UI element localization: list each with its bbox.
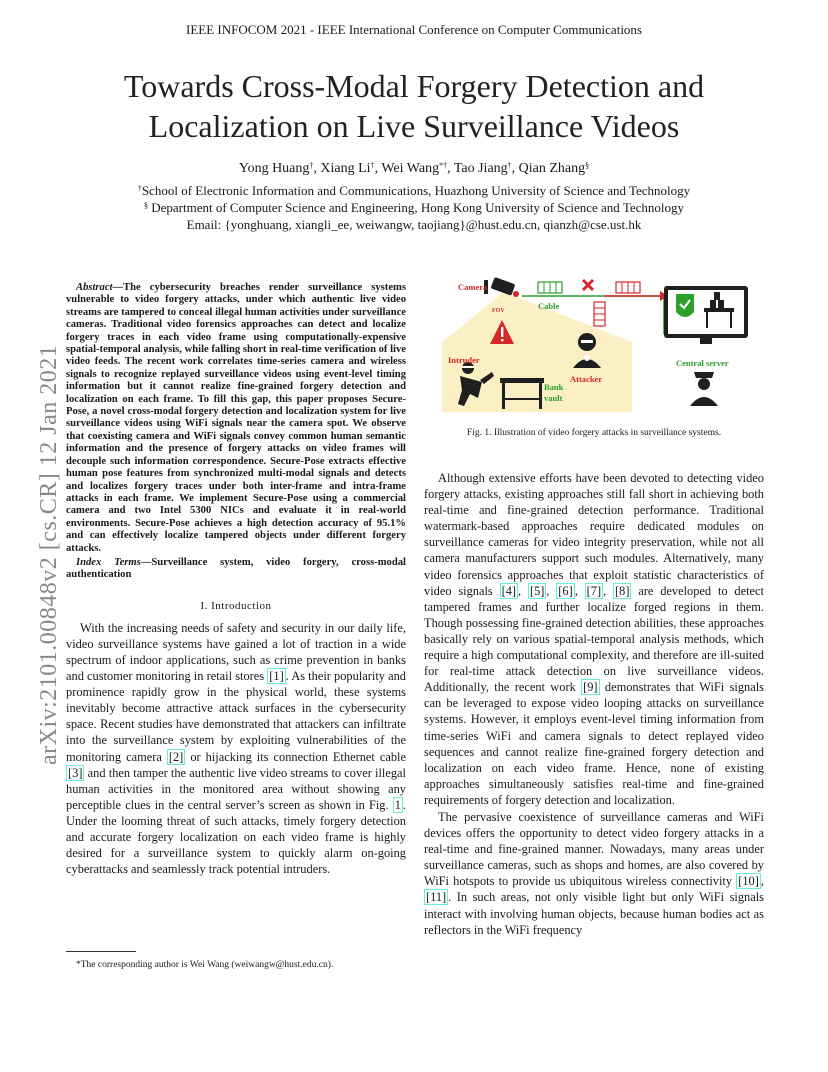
author-name: Wei Wang <box>381 161 440 176</box>
label-central-server: Central server <box>676 358 729 368</box>
text-run: The pervasive coexistence of surveillance cameras and WiFi devices offers the opportunity to detect video forgery attacks in a real-time and fine-grained manner. Nowadays, many areas under surveillance cameras, such as shops and homes, are also covered by WiFi hotspots to provide us ubiquitous wireless connectivity <box>424 809 764 889</box>
label-cable: Cable <box>538 301 560 311</box>
text-run: . In such areas, not only visible light but only WiFi signals interact with involving human objects, because human bodies act as reflectors in the WiFi frequency <box>424 890 764 937</box>
text-run: . Under the looming threat of such attacks, timely forgery detection and accurate forgery localization on each video frame is highly desired for a surveillance system to quickly alarm on-going cyberattacks and seamlessly track potential intruders. <box>66 797 406 877</box>
author-name: Qian Zhang <box>518 161 586 176</box>
index-terms <box>66 557 406 582</box>
affiliation-mark: § <box>143 201 148 210</box>
camera-icon <box>484 277 519 297</box>
author-mark: † <box>370 161 375 170</box>
citation-link[interactable]: [9] <box>583 680 598 695</box>
citation-link[interactable]: [1] <box>269 669 284 684</box>
text-run: With the increasing needs of safety and security in our daily life, video surveillance systems have gained a lot of traction in a wide spectrum of indoor applications, such as crime prevention in banks and customer monitoring in retail stores <box>66 620 406 684</box>
affiliation-text: Department of Computer Science and Engineering, Hong Kong University of Science and Technology <box>151 200 685 215</box>
author-name: Xiang Li <box>320 161 371 176</box>
citation-link[interactable]: [5] <box>529 583 545 598</box>
abstract <box>66 282 406 555</box>
security-guard-icon <box>690 372 718 406</box>
figure-caption: Fig. 1. Illustration of video forgery attacks in surveillance systems. <box>466 428 722 438</box>
author-mark: *† <box>439 161 448 170</box>
author-mark: § <box>585 161 590 170</box>
text-run: demonstrates that WiFi signals can be leveraged to expose video looping attacks on surveillance systems. However, it employs event-level timing information from time-series WiFi and camera signals to detect replayed video sequences and cannot realize fine-grained forgery detection and localization on each video frame. Hence, none of existing approaches simultaneously satisfies real-time and fine-grained requirements of forgery detection and localization. <box>424 680 764 807</box>
abstract-label: Abstract <box>76 282 113 293</box>
text-run: . As their popularity and prominence rapidly grow in the physical world, these systems inevitably become attractive attack surfaces in the cybersecurity space. Recent studies have demonstrated that attackers can infiltrate into the surveillance system by exploiting vulnerabilities of the monitoring camera <box>66 669 406 764</box>
intro-paragraph-1 <box>66 620 406 878</box>
author-mark: † <box>309 161 314 170</box>
citation-link[interactable]: [6] <box>558 583 573 598</box>
paper-title <box>60 66 768 146</box>
footnote: *The corresponding author is Wei Wang (weiwangw@hust.edu.cn). <box>76 960 334 970</box>
figure-1 <box>432 272 758 412</box>
affiliation-2 <box>0 200 828 216</box>
section-heading: I. Introduction <box>200 599 272 612</box>
intro-paragraph-3: The pervasive coexistence of surveillance cameras and WiFi devices offers the opportunity to detect video forgery attacks in a real-time and fine-grained manner. Nowadays, many areas under surveillance cameras, such as shops and homes, are also covered by WiFi hotspots to provide us ubiquitous wireless connectivity [10] , [11] . In such areas, not only visible light but only WiFi signals interact with involving human objects, because human bodies act as reflectors in the WiFi frequency <box>424 809 764 937</box>
affiliation-text: School of Electronic Information and Communications, Huazhong University of Science and Technology <box>141 183 691 198</box>
left-column <box>66 282 406 877</box>
label-bank-vault: Bank vault <box>544 382 564 403</box>
abstract-text: —The cybersecurity breaches render surveillance systems vulnerable to video forgery attacks, under which authentic live video streams are tampered to conceal illegal human activities under surveillance cameras. Traditional video forensics approaches can detect and localize forgery traces in each video frame using computationally-expensive spatial-temporal analysis, while falling short in real-time verification of live video feeds. The recent work correlates time-series camera and wireless signals to recognize replayed surveillance videos using event-level timing information but it cannot realize fine-grained forgery detection and localization on each frame. To fill this gap, this paper proposes Secure-Pose, a novel cross-modal forgery detection and localization system for live surveillance videos using WiFi signals near the camera spot. We observe that coexisting camera and WiFi signals convey common human semantic information and the presence of forgery attacks on video frames will decouple such information correspondence. Secure-Pose extracts effective human pose features from synchronized multi-modal signals and detects and localizes forgery traces under both inter-frame and intra-frame attacks in each frame. We implement Secure-Pose using a commercial camera and two Intel 5300 NICs and evaluate it in real-world environments. Secure-Pose achieves a high detection accuracy of 95.1% and can effectively localize tampered objects under different forgery attacks. <box>66 282 406 554</box>
label-fov: FOV <box>492 308 505 314</box>
citation-link[interactable]: [11] <box>426 890 447 905</box>
text-run: and then tamper the authentic live video streams to cover illegal human activities in the monitored area without showing any perceptible clues in the central server’s screen as shown in Fig. <box>66 765 406 812</box>
video-frames-red <box>594 282 640 326</box>
arxiv-stamp <box>16 295 62 765</box>
label-camera: Camera <box>458 282 488 292</box>
label-attacker: Attacker <box>570 374 603 384</box>
video-frames-green <box>538 282 562 293</box>
author-mark: † <box>507 161 512 170</box>
attack-cross-icon <box>583 280 593 290</box>
arxiv-stamp-text: arXiv:2101.00848v2 [cs.CR] 12 Jan 2021 <box>36 344 62 765</box>
text-run: Although extensive efforts have been devoted to detecting video forgery attacks, existing approaches still fall short in achieving both real-time and fine-grained detection performance. Traditional watermark-based approaches require dedicated modules on surveillance cameras for video integrity preservation, while not all camera manufacturers support such modules. Alternatively, many video forensics approaches that exploit statistic characteristics of video signals <box>424 471 764 598</box>
central-server-monitor-icon <box>664 286 748 344</box>
text-run: or hijacking its connection Ethernet cable <box>185 749 406 764</box>
footnote-divider <box>66 951 136 952</box>
citation-link[interactable]: [10] <box>738 874 759 889</box>
author-name: Tao Jiang <box>453 161 508 176</box>
citation-link[interactable]: [2] <box>168 749 184 764</box>
intro-paragraph-2: Although extensive efforts have been devoted to detecting video forgery attacks, existing approaches still fall short in achieving both real-time and fine-grained detection performance. Traditional watermark-based approaches require dedicated modules on surveillance cameras for video integrity preservation, while not all camera manufacturers support such modules. Alternatively, many video forensics approaches that exploit statistic characteristics of video signals [4] , [5] , [6] , [7] , [8] are developed to detect tampered frames and further localize forged regions in them. Though possessing fine-grained detection abilities, these approaches basically rely on various spatial-temporal analysis methods, which require a high computational complexity, and therefore are ill-suited for real-time attack detection on live surveillance videos. Additionally, the recent work [9] demonstrates that WiFi signals can be leveraged to expose video looping attacks on surveillance systems. However, it employs event-level timing information from time-series WiFi and camera signals to detect replayed video sequences and cannot realize fine-grained forgery detection and localization on each video frame. Hence, none of existing approaches simultaneously satisfies real-time and fine-grained requirements of forgery detection and localization. <box>424 471 764 807</box>
citation-link[interactable]: [3] <box>68 765 83 780</box>
author-list: Yong Huang†, Xiang Li†, Wei Wang*†, Tao Jiang†, Qian Zhang§ <box>238 161 590 176</box>
conference-header: IEEE INFOCOM 2021 - IEEE International Conference on Computer Communications <box>186 22 642 37</box>
figure-link[interactable]: 1 <box>394 797 401 812</box>
index-terms-text: —Surveillance system, video forgery, cross-modal authentication <box>66 556 406 581</box>
text-run: are developed to detect tampered frames and further localize forged regions in them. Though possessing fine-grained detection abilities, these approaches basically rely on various spatial-temporal analysis methods, which require a high computational complexity, and therefore are ill-suited for real-time attack detection on live surveillance videos. Additionally, the recent work <box>424 583 764 695</box>
right-column <box>424 470 764 938</box>
citation-link[interactable]: [4] <box>501 583 517 598</box>
email-line: Email: {yonghuang, xiangli_ee, weiwangw, taojiang}@hust.edu.cn, qianzh@cse.ust.hk <box>186 217 642 232</box>
citation-link[interactable]: [8] <box>615 583 630 598</box>
affiliation-1 <box>0 183 828 199</box>
label-intruder: Intruder <box>448 355 480 365</box>
affiliation-mark: † <box>137 184 142 193</box>
index-terms-label: Index Terms <box>76 556 141 568</box>
citation-link[interactable]: [7] <box>586 583 602 598</box>
figure-1-illustration <box>432 272 758 412</box>
title-line-1: Towards Cross-Modal Forgery Detection and <box>123 68 705 104</box>
title-line-2: Localization on Live Surveillance Videos <box>148 108 680 144</box>
author-name: Yong Huang <box>238 161 310 176</box>
